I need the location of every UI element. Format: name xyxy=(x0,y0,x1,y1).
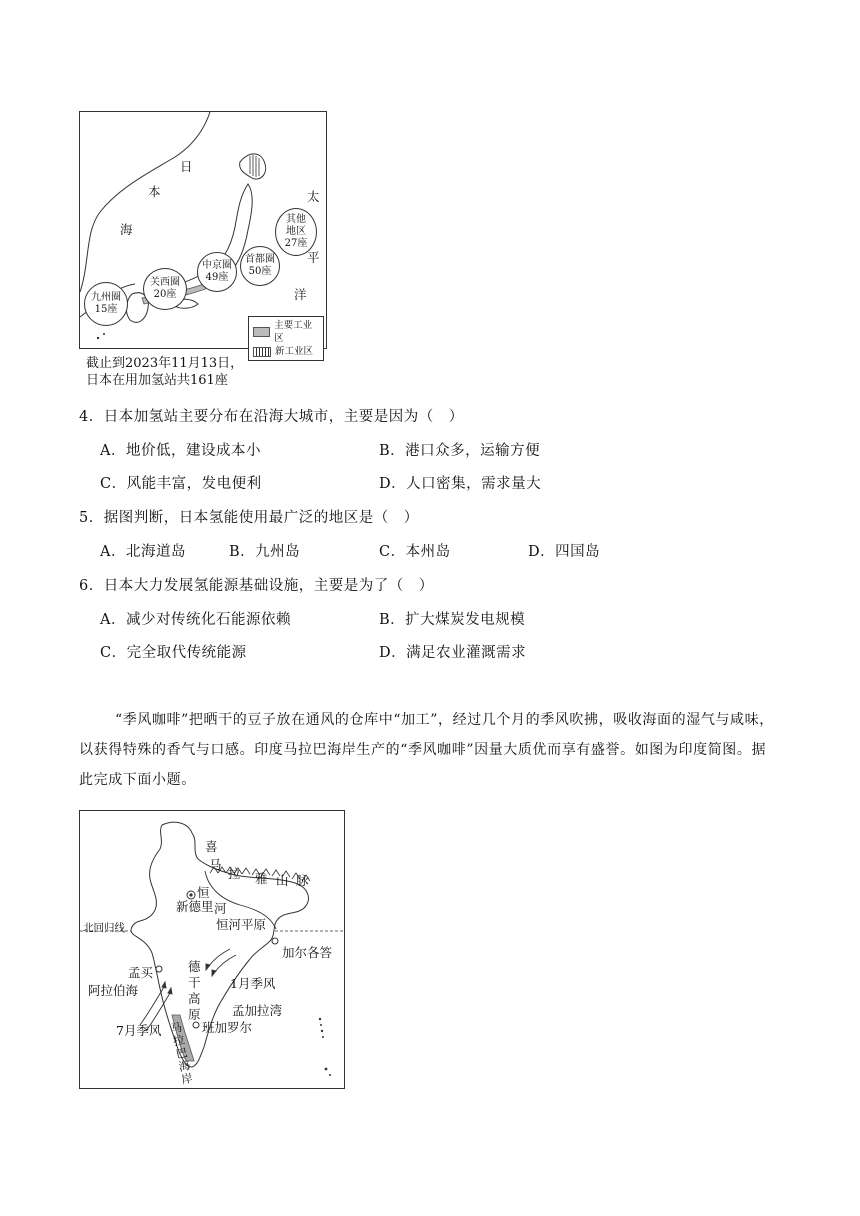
new-industry-swatch xyxy=(253,347,271,357)
sea-label-ri: 日 xyxy=(180,159,193,174)
circle-kansai-region: 关西圈 20座 xyxy=(143,268,187,310)
question-5-stem: 5．据图判断，日本氢能使用最广泛的地区是（ ） xyxy=(79,510,419,526)
india-map xyxy=(79,810,345,1089)
question-4-option-b[interactable]: B．港口众多，运输方便 xyxy=(379,443,541,459)
question-4-option-a[interactable]: A．地价低，建设成本小 xyxy=(100,443,261,459)
question-6-option-b[interactable]: B．扩大煤炭发电规模 xyxy=(379,612,526,628)
question-5-option-a[interactable]: A．北海道岛 xyxy=(100,544,186,560)
passage xyxy=(79,705,789,795)
passage-line-3: 此完成下面小题。 xyxy=(79,772,196,788)
circle-capital-region: 首都圈 50座 xyxy=(240,246,280,286)
label-ganges-plain: 恒河平原 xyxy=(216,917,267,932)
circle-kyushu-region: 九州圈 15座 xyxy=(84,282,128,326)
circle-chukyo-region: 中京圈 49座 xyxy=(197,252,237,292)
question-6-option-c[interactable]: C．完全取代传统能源 xyxy=(100,645,247,661)
ocean-label-ping: 平 xyxy=(307,250,320,265)
japan-map-caption: 截止到2023年11月13日， 日本在用加氢站共161座 xyxy=(86,356,244,388)
label-tropic-of-cancer: 北回归线 xyxy=(83,922,125,934)
map-legend: 主要工业区 新工业区 xyxy=(248,316,324,361)
label-mumbai: 孟买 xyxy=(128,965,154,980)
label-deccan: 德干高原 xyxy=(188,959,201,1022)
question-5-option-c[interactable]: C．本州岛 xyxy=(379,544,451,560)
question-5-option-d[interactable]: D．四国岛 xyxy=(528,544,601,560)
sea-label-hai: 海 xyxy=(120,222,133,237)
sea-label-ben: 本 xyxy=(148,184,161,199)
label-bay-of-bengal: 孟加拉湾 xyxy=(232,1003,283,1018)
ocean-label-yang: 洋 xyxy=(294,287,307,302)
question-4-option-c[interactable]: C．风能丰富，发电便利 xyxy=(100,476,262,492)
label-shan: 山 xyxy=(276,873,289,888)
question-5-option-b[interactable]: B．九州岛 xyxy=(229,544,301,560)
label-xi: 喜 xyxy=(205,839,218,854)
question-6-stem: 6．日本大力发展氢能源基础设施，主要是为了（ ） xyxy=(79,578,434,594)
question-4-option-d[interactable]: D．人口密集，需求量大 xyxy=(379,476,542,492)
passage-line-2: 以获得特殊的香气与口感。印度马拉巴海岸生产的“季风咖啡”因量大质优而享有盛誉。如图为印度简图。据 xyxy=(79,742,767,758)
question-6-option-d[interactable]: D．满足农业灌溉需求 xyxy=(379,645,527,661)
label-new-delhi: 新德里 xyxy=(176,899,214,914)
question-4-stem: 4．日本加氢站主要分布在沿海大城市，主要是因为（ ） xyxy=(79,409,464,425)
question-6-option-a[interactable]: A．减少对传统化石能源依赖 xyxy=(100,612,291,628)
label-ma: 马 xyxy=(209,857,222,872)
label-mai: 脉 xyxy=(296,873,309,888)
ocean-label-tai: 太 xyxy=(307,189,320,204)
label-la: 拉 xyxy=(228,866,241,881)
label-bangalore: 班加罗尔 xyxy=(202,1020,253,1035)
label-arabian-sea: 阿拉伯海 xyxy=(88,983,139,998)
label-kolkata: 加尔各答 xyxy=(282,945,333,960)
circle-other-region: 其他 地区 27座 xyxy=(275,208,317,256)
main-industry-swatch xyxy=(253,327,270,337)
japan-map xyxy=(79,111,327,357)
label-he: 河 xyxy=(214,901,227,916)
label-heng: 恒 xyxy=(197,885,210,900)
label-ya: 雅 xyxy=(255,871,268,886)
label-malabar-coast: 马拉巴海岸 xyxy=(169,1019,195,1087)
passage-line-1: “季风咖啡”把晒干的豆子放在通风的仓库中“加工”，经过几个月的季风吹拂，吸收海面的湿气与咸味， xyxy=(115,712,774,728)
label-july-monsoon: 7月季风 xyxy=(116,1023,162,1038)
label-january-monsoon: 1月季风 xyxy=(230,976,276,991)
